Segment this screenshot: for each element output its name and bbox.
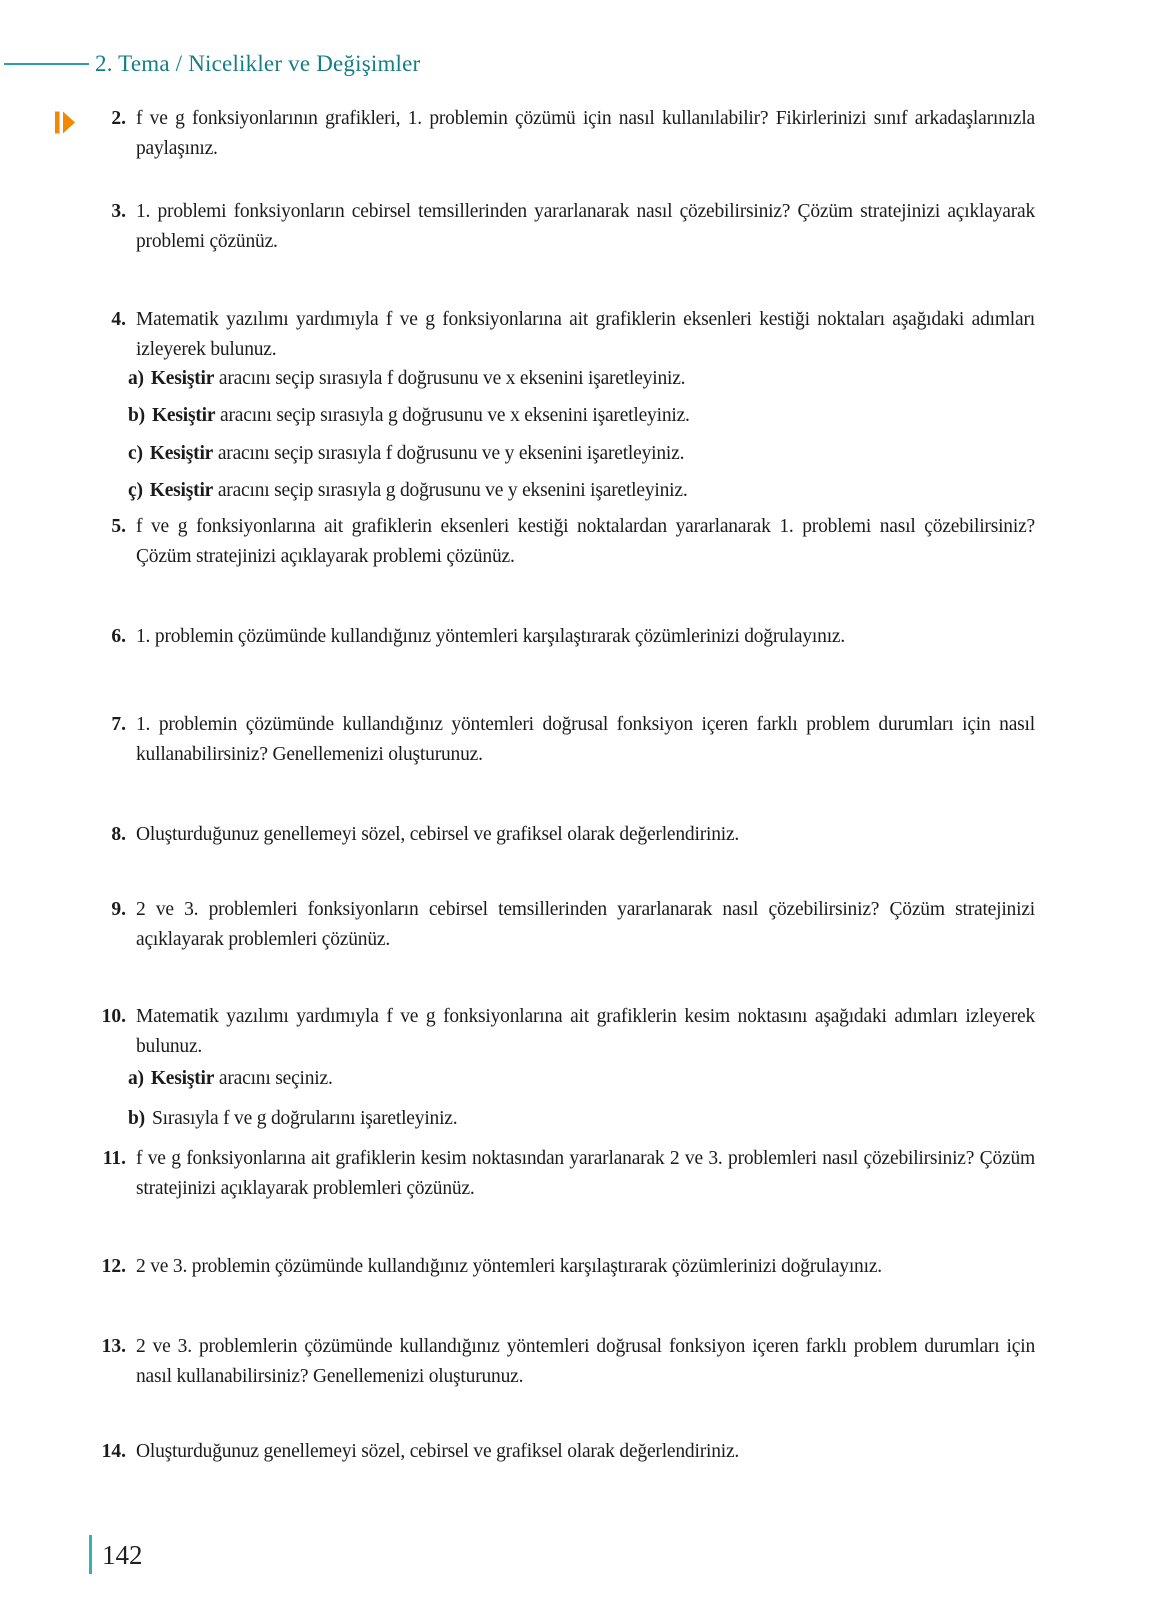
question-item xyxy=(96,1332,1035,1392)
sub-step-label: b) xyxy=(128,1108,145,1129)
question-number: 10. xyxy=(101,1006,126,1027)
question-text: f ve g fonksiyonlarına ait grafiklerin kesim noktasından yararlanarak 2 ve 3. problemleri nasıl çözebilirsiniz? Çözüm stratejinizi açıklayarak problemleri çözünüz. xyxy=(136,1148,1035,1199)
question-text: Oluşturduğunuz genellemeyi sözel, cebirsel ve grafiksel olarak değerlendiriniz. xyxy=(136,824,740,845)
question-item xyxy=(96,305,1035,365)
question-number: 5. xyxy=(111,516,126,537)
question-number: 7. xyxy=(111,714,126,735)
question-number: 14. xyxy=(101,1441,126,1462)
tool-name: Kesiştir xyxy=(149,443,214,464)
question-text: 2 ve 3. problemin çözümünde kullandığınız yöntemleri karşılaştırarak çözümlerinizi doğrulayınız. xyxy=(136,1256,882,1277)
question-text: Matematik yazılımı yardımıyla f ve g fonksiyonlarına ait grafiklerin eksenleri kestiği noktaları aşağıdaki adımları izleyerek bulunuz. xyxy=(136,309,1035,360)
question-number: 4. xyxy=(111,309,126,330)
sub-step-text: aracını seçip sırasıyla f doğrusunu ve y eksenini işaretleyiniz. xyxy=(217,443,685,464)
sub-step-text: Sırasıyla f ve g doğrularını işaretleyiniz. xyxy=(151,1108,458,1129)
page-title: 2. Tema / Nicelikler ve Değişimler xyxy=(95,51,421,76)
page-number: 142 xyxy=(102,1540,143,1570)
sub-step-text: aracını seçip sırasıyla g doğrusunu ve x eksenini işaretleyiniz. xyxy=(220,405,690,426)
question-number: 13. xyxy=(101,1336,126,1357)
question-item xyxy=(96,1437,1035,1467)
question-text: 2 ve 3. problemleri fonksiyonların cebirsel temsillerinden yararlanarak nasıl çözebilirsiniz? Çözüm stratejinizi açıklayarak problemleri çözünüz. xyxy=(136,899,1035,950)
question-text: 1. problemin çözümünde kullandığınız yöntemleri karşılaştırarak çözümlerinizi doğrulayınız. xyxy=(136,626,846,647)
question-item xyxy=(96,197,1035,257)
page-number-bar xyxy=(89,1535,92,1574)
sub-step-text: aracını seçiniz. xyxy=(218,1068,333,1089)
question-item xyxy=(96,1002,1035,1062)
tool-name: Kesiştir xyxy=(150,1068,215,1089)
tool-name: Kesiştir xyxy=(151,405,216,426)
question-text: f ve g fonksiyonlarının grafikleri, 1. problemin çözümü için nasıl kullanılabilir? Fikirlerinizi sınıf arkadaşlarınızla paylaşınız. xyxy=(136,108,1035,159)
sub-step-label: b) xyxy=(128,405,145,426)
question-item xyxy=(96,710,1035,770)
question-number: 8. xyxy=(111,824,126,845)
sub-step-item xyxy=(128,476,1014,506)
sub-step-item xyxy=(128,1104,1014,1134)
sub-step-label: ç) xyxy=(128,480,143,501)
sub-step-label: a) xyxy=(128,1068,144,1089)
question-item xyxy=(96,820,1035,850)
question-number: 6. xyxy=(111,626,126,647)
question-text: f ve g fonksiyonlarına ait grafiklerin eksenleri kestiği noktalardan yararlanarak 1. problemi nasıl çözebilirsiniz? Çözüm stratejinizi açıklayarak problemi çözünüz. xyxy=(136,516,1035,567)
question-text: 1. problemin çözümünde kullandığınız yöntemleri doğrusal fonksiyon içeren farklı problem durumları için nasıl kullanabilirsiniz? Genellemenizi oluşturunuz. xyxy=(136,714,1035,765)
question-item xyxy=(96,104,1035,164)
question-text: Oluşturduğunuz genellemeyi sözel, cebirsel ve grafiksel olarak değerlendiriniz. xyxy=(136,1441,740,1462)
question-number: 9. xyxy=(111,899,126,920)
question-item xyxy=(96,1144,1035,1204)
question-number: 3. xyxy=(111,201,126,222)
sub-step-label: a) xyxy=(128,368,144,389)
question-item xyxy=(96,895,1035,955)
question-item xyxy=(96,512,1035,572)
tool-name: Kesiştir xyxy=(150,368,215,389)
question-text: 1. problemi fonksiyonların cebirsel temsillerinden yararlanarak nasıl çözebilirsiniz? Çözüm stratejinizi açıklayarak problemi çözünüz. xyxy=(136,201,1035,252)
sub-step-item xyxy=(128,364,1014,394)
question-number: 11. xyxy=(102,1148,126,1169)
sub-step-text: aracını seçip sırasıyla g doğrusunu ve y eksenini işaretleyiniz. xyxy=(217,480,688,501)
question-text: 2 ve 3. problemlerin çözümünde kullandığınız yöntemleri doğrusal fonksiyon içeren farklı problem durumları için nasıl kullanabilirsiniz? Genellemenizi oluşturunuz. xyxy=(136,1336,1035,1387)
question-item xyxy=(96,622,1035,652)
play-arrow-icon xyxy=(55,111,75,134)
question-text: Matematik yazılımı yardımıyla f ve g fonksiyonlarına ait grafiklerin kesim noktasını aşağıdaki adımları izleyerek bulunuz. xyxy=(136,1006,1035,1057)
tool-name: Kesiştir xyxy=(149,480,214,501)
sub-step-item xyxy=(128,401,1014,431)
question-item xyxy=(96,1252,1035,1282)
question-number: 12. xyxy=(101,1256,126,1277)
sub-step-text: aracını seçip sırasıyla f doğrusunu ve x eksenini işaretleyiniz. xyxy=(218,368,686,389)
sub-step-item xyxy=(128,439,1014,469)
header-rule xyxy=(4,63,89,65)
sub-step-item xyxy=(128,1064,1014,1094)
sub-step-label: c) xyxy=(128,443,143,464)
question-number: 2. xyxy=(111,108,126,129)
